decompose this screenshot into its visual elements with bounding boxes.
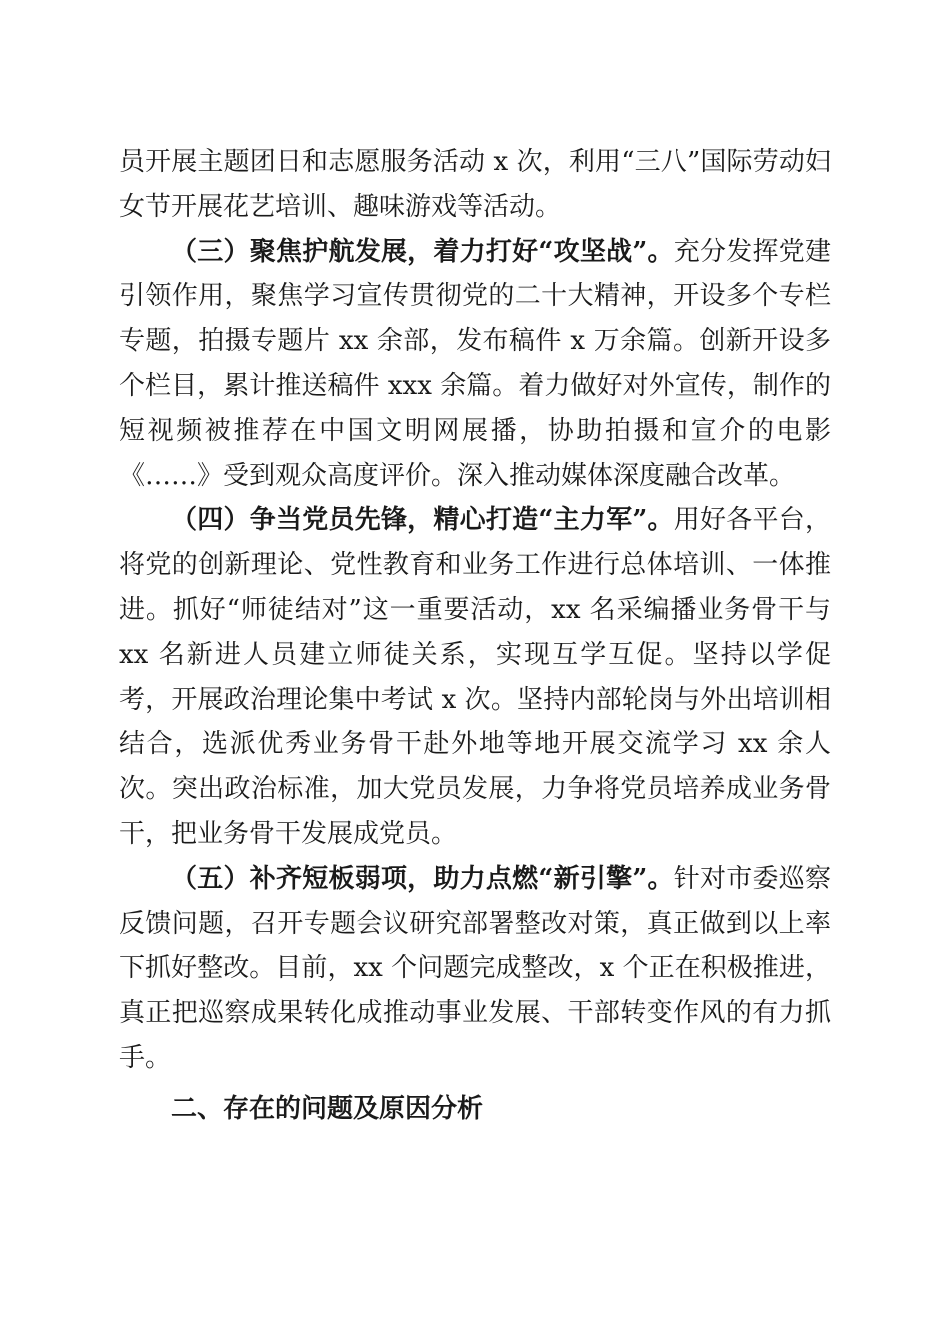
paragraph-body: 用好各平台，将党的创新理论、党性教育和业务工作进行总体培训、一体推进。抓好“师徒结对”这一重要活动，xx 名采编播业务骨干与 xx 名新进人员建立师徒关系，实现互学互促。坚持以学促考，开展政治理论集中考试 x 次。坚持内部轮岗与外出培训相结合，选派优秀业务骨干赴外地等地开展交流学习 xx 余人次。突出政治标准，加大党员发展，力争将党员培养成业务骨干，把业务骨干发展成党员。 — [119, 505, 831, 849]
paragraph-section-5 — [119, 857, 831, 1081]
paragraph-continuation — [119, 140, 831, 230]
section-heading: 二、存在的问题及原因分析 — [171, 1093, 484, 1124]
paragraph-body: 员开展主题团日和志愿服务活动 x 次，利用“三八”国际劳动妇女节开展花艺培训、趣味游戏等活动。 — [119, 147, 831, 222]
paragraph-section-3 — [119, 230, 831, 499]
paragraph-body: 针对市委巡察反馈问题，召开专题会议研究部署整改对策，真正做到以上率下抓好整改。目前，xx 个问题完成整改，x 个正在积极推进，真正把巡察成果转化成推动事业发展、干部转变作风的有力抓手。 — [119, 863, 831, 1073]
paragraph-body: 充分发挥党建引领作用，聚焦学习宣传贯彻党的二十大精神，开设多个专栏专题，拍摄专题片 xx 余部，发布稿件 x 万余篇。创新开设多个栏目，累计推送稿件 xxx 余篇。着力做好对外宣传，制作的短视频被推荐在中国文明网展播，协助拍摄和宣介的电影《……》受到观众高度评价。深入推动媒体深度融合改革。 — [119, 236, 831, 491]
document-body — [119, 140, 831, 1132]
paragraph-section-4 — [119, 498, 831, 856]
paragraph-lead: （三）聚焦护航发展，着力打好“攻坚战”。 — [171, 236, 674, 267]
paragraph-lead: （四）争当党员先锋，精心打造“主力军”。 — [171, 505, 674, 536]
paragraph-lead: （五）补齐短板弱项，助力点燃“新引擎”。 — [171, 863, 674, 894]
